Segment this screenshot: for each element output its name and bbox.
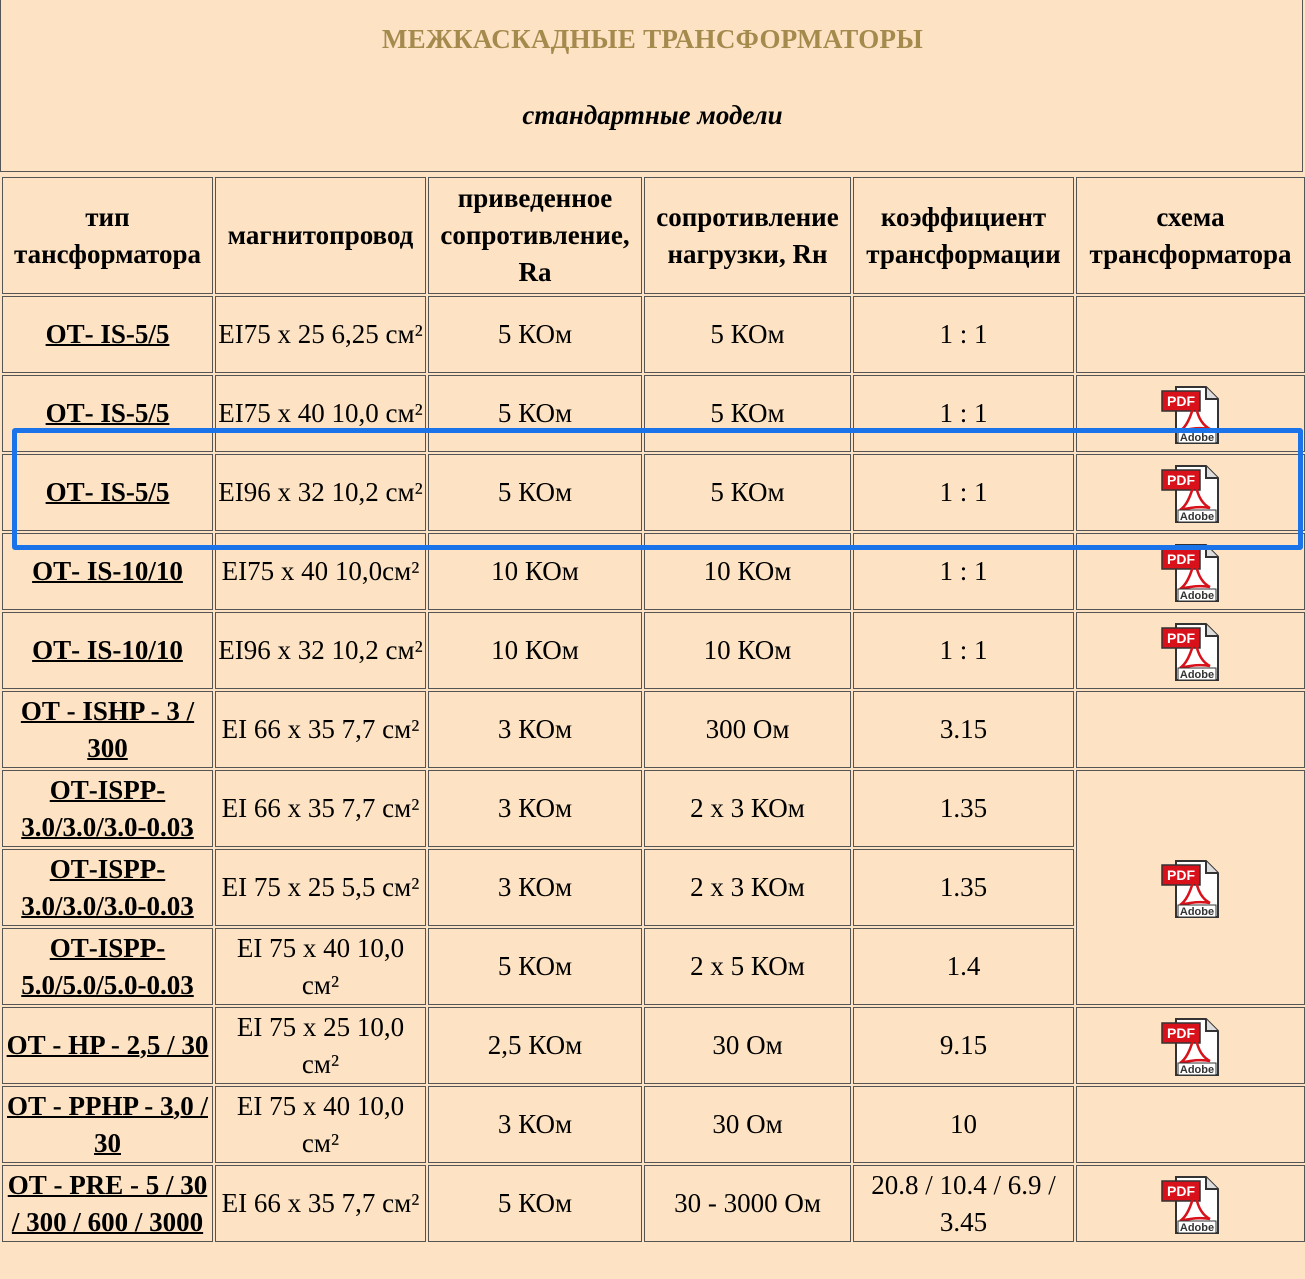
rh-cell: 10 КОм xyxy=(644,533,851,610)
table-row xyxy=(2,296,1305,373)
core-cell: EI75 x 40 10,0 см² xyxy=(215,375,426,452)
rh-cell: 2 х 5 КОм xyxy=(644,928,851,1005)
pdf-icon-label: PDF xyxy=(1166,1024,1195,1041)
transformer-link[interactable]: ОТ-ISPP-3.0/3.0/3.0-0.03 xyxy=(21,774,194,842)
schema-cell xyxy=(1076,533,1305,610)
transformer-link[interactable]: ОТ - PPHP - 3,0 / 30 xyxy=(7,1090,208,1158)
transformers-table xyxy=(0,175,1305,1244)
schema-cell xyxy=(1076,1165,1305,1242)
ra-cell: 2,5 КОм xyxy=(428,1007,642,1084)
rh-cell: 10 КОм xyxy=(644,612,851,689)
type-cell xyxy=(2,533,213,610)
ra-cell: 10 КОм xyxy=(428,612,642,689)
table-row xyxy=(2,691,1305,768)
core-cell: EI 75 x 25 10,0 см² xyxy=(215,1007,426,1084)
pdf-icon[interactable] xyxy=(1160,383,1222,445)
column-header-type: тип тансформатора xyxy=(2,177,213,294)
type-cell xyxy=(2,1007,213,1084)
rh-cell: 5 КОм xyxy=(644,454,851,531)
type-cell xyxy=(2,770,213,847)
core-cell: EI 75 x 40 10,0 см² xyxy=(215,1086,426,1163)
pdf-icon[interactable] xyxy=(1160,1015,1222,1077)
column-header-schema: схема трансформатора xyxy=(1076,177,1305,294)
core-cell: EI 66 x 35 7,7 см² xyxy=(215,691,426,768)
type-cell xyxy=(2,612,213,689)
table-row xyxy=(2,1086,1305,1163)
ratio-cell: 1 : 1 xyxy=(853,375,1074,452)
transformer-link[interactable]: ОТ- IS-5/5 xyxy=(45,398,170,428)
transformer-link[interactable]: ОТ - ISHP - 3 / 300 xyxy=(20,695,195,763)
transformer-link[interactable]: ОТ- IS-10/10 xyxy=(32,556,183,586)
type-cell xyxy=(2,454,213,531)
table-row xyxy=(2,770,1305,847)
transformer-link[interactable]: ОТ - PRE - 5 / 30 / 300 / 600 / 3000 xyxy=(7,1169,208,1237)
rh-cell: 30 - 3000 Ом xyxy=(644,1165,851,1242)
core-cell: EI 75 x 25 5,5 см² xyxy=(215,849,426,926)
rh-cell: 2 х 3 КОм xyxy=(644,849,851,926)
schema-cell xyxy=(1076,770,1305,1005)
core-cell: EI96 x 32 10,2 см² xyxy=(215,612,426,689)
ratio-cell: 3.15 xyxy=(853,691,1074,768)
schema-cell xyxy=(1076,454,1305,531)
type-cell xyxy=(2,1086,213,1163)
ratio-cell: 1 : 1 xyxy=(853,454,1074,531)
pdf-icon[interactable] xyxy=(1160,541,1222,603)
pdf-icon-label: PDF xyxy=(1166,1182,1195,1199)
page-title: МЕЖКАСКАДНЫЕ ТРАНСФОРМАТОРЫ xyxy=(381,24,924,54)
ra-cell: 3 КОм xyxy=(428,849,642,926)
core-cell: EI 66 x 35 7,7 см² xyxy=(215,770,426,847)
pdf-icon-label: PDF xyxy=(1166,392,1195,409)
ra-cell: 10 КОм xyxy=(428,533,642,610)
type-cell xyxy=(2,928,213,1005)
ra-cell: 3 КОм xyxy=(428,1086,642,1163)
ra-cell: 5 КОм xyxy=(428,928,642,1005)
page-subtitle: стандартные модели xyxy=(522,100,783,130)
type-cell xyxy=(2,691,213,768)
table-row xyxy=(2,1165,1305,1242)
core-cell: EI 66 x 35 7,7 см² xyxy=(215,1165,426,1242)
transformer-link[interactable]: ОТ - HP - 2,5 / 30 xyxy=(6,1030,209,1060)
type-cell xyxy=(2,849,213,926)
rh-cell: 2 х 3 КОм xyxy=(644,770,851,847)
schema-cell xyxy=(1076,691,1305,768)
rh-cell: 300 Ом xyxy=(644,691,851,768)
type-cell xyxy=(2,1165,213,1242)
ratio-cell: 1.35 xyxy=(853,770,1074,847)
core-cell: EI75 x 40 10,0см² xyxy=(215,533,426,610)
pdf-icon-label: PDF xyxy=(1166,550,1195,567)
ratio-cell: 10 xyxy=(853,1086,1074,1163)
ra-cell: 5 КОм xyxy=(428,375,642,452)
column-header-rh: сопротивление нагрузки, Rн xyxy=(644,177,851,294)
pdf-icon[interactable] xyxy=(1160,620,1222,682)
ratio-cell: 1.4 xyxy=(853,928,1074,1005)
schema-cell xyxy=(1076,375,1305,452)
ratio-cell: 9.15 xyxy=(853,1007,1074,1084)
table-row xyxy=(2,533,1305,610)
column-header-ra: приведенное сопротивление, Ra xyxy=(428,177,642,294)
type-cell xyxy=(2,296,213,373)
ra-cell: 5 КОм xyxy=(428,296,642,373)
ratio-cell: 1 : 1 xyxy=(853,296,1074,373)
pdf-icon-brand: Adobe xyxy=(1179,668,1214,681)
table-row xyxy=(2,375,1305,452)
ratio-cell: 1.35 xyxy=(853,849,1074,926)
pdf-icon-brand: Adobe xyxy=(1179,905,1214,918)
ra-cell: 5 КОм xyxy=(428,1165,642,1242)
rh-cell: 30 Ом xyxy=(644,1007,851,1084)
ratio-cell: 20.8 / 10.4 / 6.9 / 3.45 xyxy=(853,1165,1074,1242)
pdf-icon-label: PDF xyxy=(1166,629,1195,646)
ra-cell: 5 КОм xyxy=(428,454,642,531)
ra-cell: 3 КОм xyxy=(428,770,642,847)
transformer-link[interactable]: ОТ- IS-5/5 xyxy=(45,477,170,507)
pdf-icon-brand: Adobe xyxy=(1179,510,1214,523)
pdf-icon-label: PDF xyxy=(1166,866,1195,883)
pdf-icon-brand: Adobe xyxy=(1179,431,1214,444)
type-cell xyxy=(2,375,213,452)
column-header-core: магнитопровод xyxy=(215,177,426,294)
rh-cell: 5 КОм xyxy=(644,375,851,452)
ratio-cell: 1 : 1 xyxy=(853,612,1074,689)
pdf-icon[interactable] xyxy=(1160,857,1222,919)
core-cell: EI96 x 32 10,2 см² xyxy=(215,454,426,531)
pdf-icon-brand: Adobe xyxy=(1179,1063,1214,1076)
transformer-link[interactable]: ОТ-ISPP-3.0/3.0/3.0-0.03 xyxy=(21,853,194,921)
pdf-icon[interactable] xyxy=(1160,462,1222,524)
schema-cell xyxy=(1076,1086,1305,1163)
table-row xyxy=(2,1007,1305,1084)
schema-cell xyxy=(1076,612,1305,689)
table-row xyxy=(2,454,1305,531)
transformer-link[interactable]: ОТ- IS-5/5 xyxy=(45,319,170,349)
core-cell: EI 75 x 40 10,0 см² xyxy=(215,928,426,1005)
column-header-ratio: коэффициент трансформации xyxy=(853,177,1074,294)
pdf-icon-brand: Adobe xyxy=(1179,589,1214,602)
pdf-icon-brand: Adobe xyxy=(1179,1221,1214,1234)
ratio-cell: 1 : 1 xyxy=(853,533,1074,610)
table-header-row xyxy=(2,177,1305,294)
transformer-link[interactable]: ОТ- IS-10/10 xyxy=(32,635,183,665)
pdf-icon-label: PDF xyxy=(1166,471,1195,488)
schema-cell xyxy=(1076,1007,1305,1084)
schema-cell xyxy=(1076,296,1305,373)
ra-cell: 3 КОм xyxy=(428,691,642,768)
rh-cell: 5 КОм xyxy=(644,296,851,373)
pdf-icon[interactable] xyxy=(1160,1173,1222,1235)
table-row xyxy=(2,612,1305,689)
core-cell: EI75 x 25 6,25 см² xyxy=(215,296,426,373)
transformer-link[interactable]: ОТ-ISPP-5.0/5.0/5.0-0.03 xyxy=(21,932,194,1000)
rh-cell: 30 Ом xyxy=(644,1086,851,1163)
